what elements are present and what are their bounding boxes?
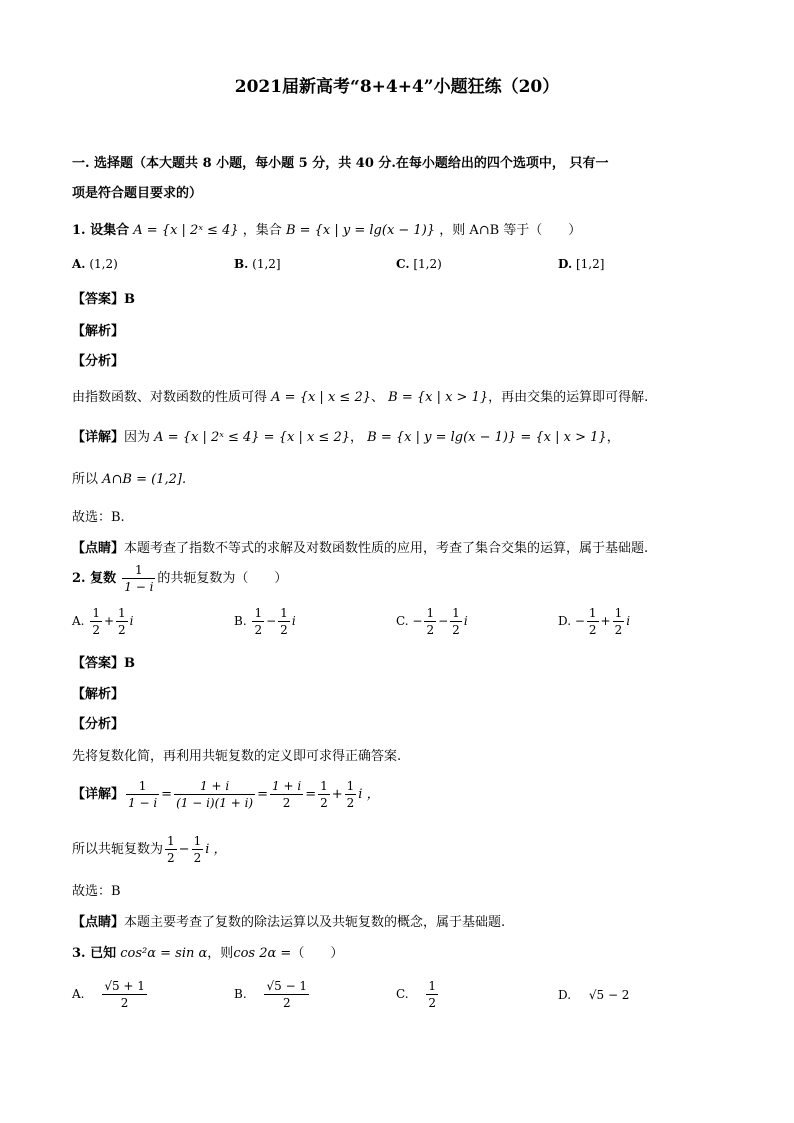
q2-option-b-frac1	[252, 605, 264, 638]
q2-detail-f3	[270, 778, 303, 811]
q3-option-c-den: 2	[428, 996, 437, 1010]
q1-comment-text: 本题考查了指数不等式的求解及对数函数性质的应用，考查了集合交集的运算，属于基础题.	[124, 541, 649, 556]
q2-choose: 故选：B	[72, 884, 121, 899]
q3-option-b-label: B.	[234, 987, 247, 1001]
q1-set-a: A = {x | 2ˣ ≤ 4}	[133, 223, 239, 238]
q3-option-c-label: C.	[396, 987, 409, 1001]
q2-option-c-n2: 1	[452, 606, 460, 620]
q1-option-d-value: [1,2]	[575, 257, 605, 271]
q2-option-c-d2: 2	[452, 623, 460, 637]
q2-detail-f4-den: 2	[320, 796, 328, 810]
q2-so-tail: i ，	[205, 842, 227, 857]
q1-fenxi-prefix: 由指数函数、对数函数的性质可得	[72, 390, 268, 405]
q1-option-b	[234, 257, 281, 271]
q2-option-c-frac2	[450, 605, 462, 638]
q1-detail-tag: 【详解】	[72, 430, 125, 445]
q3-stem-suffix: （ ）	[291, 946, 344, 961]
q2-comment	[72, 911, 505, 930]
q2-option-c-n1: 1	[426, 606, 435, 620]
q2-stem	[72, 562, 287, 595]
q1-fenxi	[72, 386, 648, 405]
q3-option-c	[396, 978, 440, 1011]
q1-set-b: B = {x | y = lg(x − 1)}	[285, 223, 436, 238]
q3-option-b	[234, 978, 311, 1011]
q1-option-b-label: B.	[234, 257, 249, 271]
q1-detail-mid: ，	[349, 430, 363, 445]
q2-option-a-label: A.	[72, 614, 85, 628]
q2-detail-tail: i ，	[358, 787, 380, 802]
q3-option-a-frac	[102, 978, 147, 1011]
q2-analysis-tag: 【解析】	[72, 687, 125, 702]
q3-option-c-frac	[426, 978, 438, 1011]
q1-detail-end: ，	[606, 430, 620, 445]
q2-detail: 【详解】 $\frac{1}{1 - i}$ = $\frac{1 + i}{(1 - i)(1 + i)}$ = $\frac{1 + i}{2}$ = $\frac{1}{2}$ + $\frac{1}{2}$ i ，	[72, 779, 380, 810]
q2-option-b-op: −	[266, 614, 277, 628]
q2-option-a-op: +	[103, 614, 115, 628]
q2-detail-f5-den: 2	[346, 796, 355, 810]
q2-stem-den: 1 − i	[124, 580, 154, 594]
q2-comment-tag: 【点睛】	[72, 915, 125, 930]
q2-stem-suffix: 的共轭复数为（ ）	[157, 571, 288, 586]
q1-comment-tag: 【点睛】	[72, 541, 125, 556]
q1-stem-mid: ，集合	[242, 223, 282, 238]
q1-answer-value: B	[124, 292, 136, 307]
q2-option-b	[234, 605, 296, 638]
q2-answer-value: B	[124, 656, 136, 671]
q2-so-f2-num: 1	[193, 834, 202, 848]
q2-option-c-op: −	[438, 614, 449, 628]
q2-so-f1-num: 1	[167, 834, 175, 848]
q2-option-c-label: C.	[396, 614, 409, 628]
q1-option-d-label: D.	[558, 257, 573, 271]
q1-option-a	[72, 257, 118, 271]
q2-detail-f1-den: 1 − i	[128, 796, 158, 810]
q2-stem-fraction	[122, 562, 155, 595]
q1-so	[72, 468, 186, 487]
q2-detail-f2-num: 1 + i	[174, 778, 255, 795]
q1-answer-tag: 【答案】	[72, 292, 125, 307]
q2-answer-tag: 【答案】	[72, 656, 125, 671]
q1-option-a-label: A.	[72, 257, 86, 271]
q2-option-a-n1: 1	[92, 606, 100, 620]
q2-detail-f5-num: 1	[346, 779, 355, 793]
q1-detail-prefix: 因为	[124, 430, 151, 445]
q2-option-a-frac1	[90, 605, 102, 638]
q1-fenxi-a: A = {x | x ≤ 2}	[271, 390, 371, 405]
q2-option-d-sign: −	[574, 614, 585, 628]
q1-detail	[72, 426, 620, 445]
q2-fenxi-tag: 【分析】	[72, 717, 125, 732]
section-heading-line2: 项是符合题目要求的）	[72, 186, 203, 201]
q3-option-a-den: 2	[120, 996, 129, 1010]
q3-option-b-frac	[264, 978, 309, 1011]
q2-option-c-frac1	[424, 605, 436, 638]
q1-option-b-value: (1,2]	[252, 257, 281, 271]
q2-option-c-sign: −	[412, 614, 423, 628]
q2-option-b-frac2	[278, 605, 290, 638]
q3-option-d	[558, 988, 629, 1002]
q3-stem	[72, 942, 343, 961]
q2-option-c-d1: 2	[426, 623, 435, 637]
q2-option-d-n2: 1	[614, 606, 623, 620]
q2-detail-f3-num: 1 + i	[272, 779, 302, 793]
q3-stem-expr2: cos 2α =	[233, 946, 292, 961]
q3-stem-prefix: 3. 已知	[72, 946, 117, 961]
q1-option-c-label: C.	[396, 257, 410, 271]
q2-option-a-d2: 2	[118, 623, 126, 637]
q2-stem-prefix: 2. 复数	[72, 571, 117, 586]
q2-stem-num: 1	[122, 562, 155, 579]
q2-detail-f1	[126, 778, 159, 811]
q1-option-c	[396, 257, 442, 271]
q2-option-d	[558, 605, 630, 638]
q1-detail-a: A = {x | 2ˣ ≤ 4} = {x | x ≤ 2}	[154, 430, 350, 445]
q2-fenxi: 先将复数化简，再利用共轭复数的定义即可求得正确答案.	[72, 749, 402, 764]
q3-option-b-num: √5 − 1	[266, 979, 308, 993]
q2-option-a-d1: 2	[92, 623, 100, 637]
q2-option-b-d1: 2	[254, 623, 263, 637]
q2-option-d-n1: 1	[588, 606, 597, 620]
q1-fenxi-sep: 、	[370, 390, 384, 405]
q3-stem-expr: cos²α = sin α	[120, 946, 208, 961]
q2-option-b-tail: i	[291, 614, 296, 628]
q2-detail-f2-den: (1 − i)(1 + i)	[176, 796, 254, 810]
q2-detail-f3-den: 2	[282, 796, 291, 810]
q2-option-b-label: B.	[234, 614, 247, 628]
q3-option-c-num: 1	[428, 979, 437, 993]
q2-detail-f2	[174, 778, 255, 811]
q3-option-a-num: √5 + 1	[104, 979, 145, 993]
q1-fenxi-tag: 【分析】	[72, 354, 125, 369]
q3-option-a-label: A.	[72, 987, 85, 1001]
section-heading-line1: 一. 选择题（本大题共 8 小题，每小题 5 分，共 40 分.在每小题给出的四个选项中， 只有一	[72, 156, 609, 171]
q1-stem-suffix: ，则 A∩B 等于（ ）	[439, 223, 582, 238]
q2-detail-f4-num: 1	[320, 779, 328, 793]
q2-option-d-op: +	[600, 614, 611, 628]
q3-stem-mid: ，则	[207, 946, 234, 961]
q2-option-d-frac1	[587, 605, 599, 638]
q2-so-f2	[192, 833, 204, 866]
q1-fenxi-suffix: ，再由交集的运算即可得解.	[488, 390, 649, 405]
q2-option-b-n1: 1	[254, 606, 263, 620]
q1-so-expr: A∩B = (1,2].	[102, 472, 187, 487]
q1-option-a-value: (1,2)	[89, 257, 118, 271]
q2-option-d-frac2	[613, 605, 625, 638]
q2-option-a-n2: 1	[118, 606, 126, 620]
page-title: 2021届新高考“8+4+4”小题狂练（20）	[234, 77, 560, 97]
q2-option-a-frac2	[116, 605, 128, 638]
q2-option-b-n2: 1	[280, 606, 288, 620]
q1-fenxi-b: B = {x | x > 1}	[388, 390, 489, 405]
q2-so: 所以共轭复数为 $\frac{1}{2}$ − $\frac{1}{2}$ i ，	[72, 834, 227, 865]
q2-answer	[72, 652, 135, 671]
q2-detail-tag: 【详解】	[72, 787, 125, 802]
q2-option-a-tail: i	[129, 614, 134, 628]
q1-stem-prefix: 1. 设集合	[72, 223, 130, 238]
q2-option-d-tail: i	[626, 614, 631, 628]
q1-so-prefix: 所以	[72, 472, 99, 487]
q2-so-f1	[165, 833, 177, 866]
q3-option-a	[72, 978, 149, 1011]
q3-option-d-value: √5 − 2	[588, 988, 630, 1002]
q2-detail-f1-num: 1	[126, 778, 159, 795]
q1-comment	[72, 537, 648, 556]
q1-answer	[72, 288, 135, 307]
q3-option-b-den: 2	[282, 996, 291, 1010]
q2-detail-f4	[318, 778, 330, 811]
q1-option-c-value: [1,2)	[413, 257, 442, 271]
q2-so-f2-den: 2	[193, 851, 202, 865]
q1-analysis-tag: 【解析】	[72, 324, 125, 339]
q2-option-d-d1: 2	[588, 623, 597, 637]
q2-detail-f5	[345, 778, 357, 811]
q2-option-d-label: D.	[558, 614, 572, 628]
q1-choose: 故选：B.	[72, 510, 125, 525]
q1-stem	[72, 219, 581, 238]
q2-so-prefix: 所以共轭复数为	[72, 842, 164, 857]
q1-detail-b: B = {x | y = lg(x − 1)} = {x | x > 1}	[367, 430, 607, 445]
q2-option-c	[396, 605, 468, 638]
q2-option-d-d2: 2	[614, 623, 623, 637]
q1-option-d	[558, 257, 604, 271]
q2-option-c-tail: i	[463, 614, 468, 628]
q2-so-f1-den: 2	[167, 851, 175, 865]
q2-option-a	[72, 605, 134, 638]
q2-option-b-d2: 2	[280, 623, 288, 637]
q2-comment-text: 本题主要考查了复数的除法运算以及共轭复数的概念，属于基础题.	[124, 915, 506, 930]
q3-option-d-label: D.	[558, 988, 572, 1002]
